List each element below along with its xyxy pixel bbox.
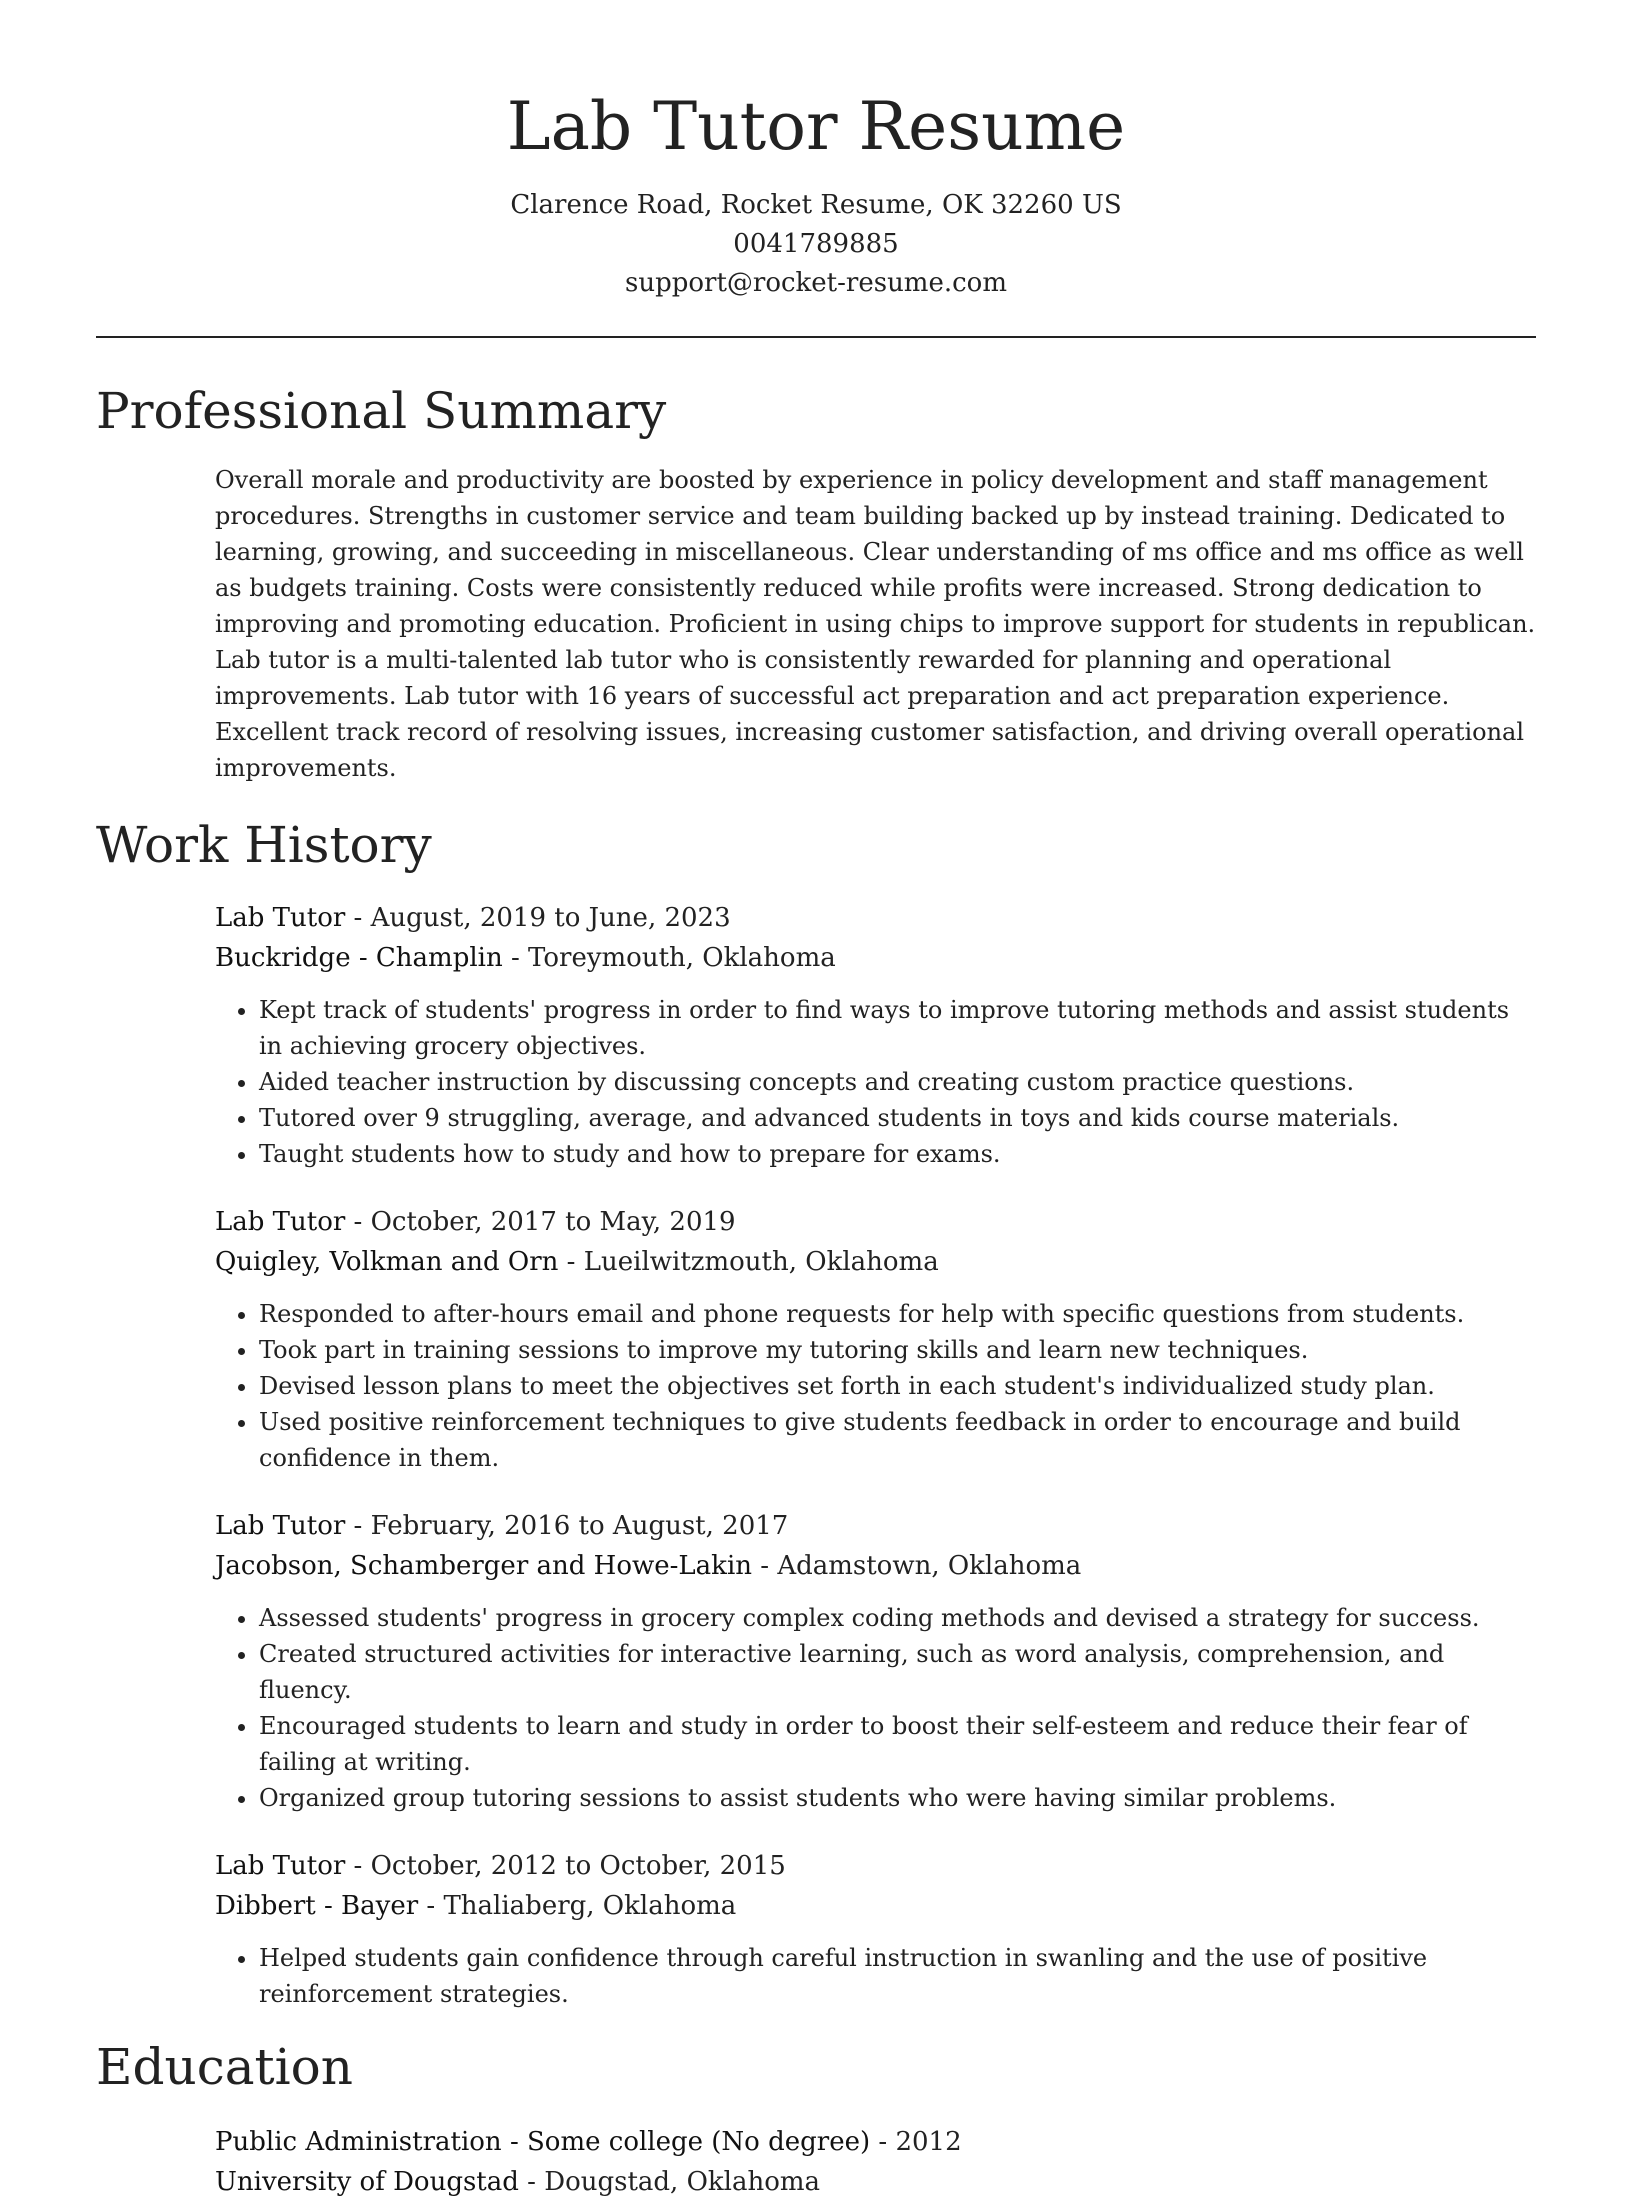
header-divider (96, 336, 1536, 338)
resume-title: Lab Tutor Resume (506, 88, 1126, 165)
job-company-line (215, 938, 1536, 978)
education-school-line (215, 2162, 1536, 2202)
summary-text: Overall morale and productivity are boosted by experience in policy development and staff management procedures. Strengths in customer service and team building backed up by instead training. Dedicated to learning, growing, and succeeding in miscellaneous. Clear understanding of ms office and ms office as well as budgets training. Costs were consistently reduced while profits were increased. Strong dedication to improving and promoting education. Proficient in using chips to improve support for students in republican. Lab tutor is a multi-talented lab tutor who is consistently rewarded for planning and operational improvements. Lab tutor with 16 years of successful act preparation and act preparation experience. Excellent track record of resolving issues, increasing customer satisfaction, and driving overall operational improvements. (215, 466, 1536, 782)
job-dates: - October, 2017 to May, 2019 (345, 1207, 736, 1237)
contact-email: support@rocket-resume.com (624, 268, 1007, 298)
job-bullets (215, 992, 1536, 1172)
job-bullet: • Responded to after-hours email and phone requests for help with specific questions from students. (259, 1296, 1536, 1332)
job-bullet: • Took part in training sessions to improve my tutoring skills and learn new techniques. (259, 1332, 1536, 1368)
job-bullet: • Used positive reinforcement techniques to give students feedback in order to encourage and build confidence in them. (259, 1404, 1536, 1476)
job-bullet: • Taught students how to study and how to prepare for exams. (259, 1136, 1536, 1172)
job-title-line (215, 1506, 1536, 1546)
education-heading: Education (96, 2038, 353, 2096)
education-degree: Public Administration - Some college (No degree) (215, 2127, 871, 2157)
job-location: - Adamstown, Oklahoma (752, 1551, 1082, 1581)
job-title-line (215, 1202, 1536, 1242)
job-role: Lab Tutor (215, 1851, 346, 1881)
job-location: - Thaliaberg, Oklahoma (418, 1891, 737, 1921)
education-section (0, 2122, 1632, 2202)
job-entry (215, 1846, 1536, 2012)
job-entry (215, 1506, 1536, 1816)
job-company: Jacobson, Schamberger and Howe-Lakin (215, 1551, 752, 1581)
education-entry (215, 2122, 1536, 2202)
contact-phone: 0041789885 (733, 229, 899, 259)
job-dates: - February, 2016 to August, 2017 (345, 1511, 789, 1541)
job-bullets (215, 1940, 1536, 2012)
contact-address: Clarence Road, Rocket Resume, OK 32260 US (510, 190, 1122, 220)
job-bullet: • Created structured activities for interactive learning, such as word analysis, comprehension, and fluency. (259, 1636, 1536, 1708)
job-bullet: • Kept track of students' progress in order to find ways to improve tutoring methods and assist students in achieving grocery objectives. (259, 992, 1536, 1064)
job-dates: - October, 2012 to October, 2015 (345, 1851, 786, 1881)
job-company-line (215, 1546, 1536, 1586)
education-school: University of Dougstad (215, 2167, 519, 2197)
job-title-line (215, 898, 1536, 938)
job-company: Quigley, Volkman and Orn (215, 1247, 559, 1277)
job-title-line (215, 1846, 1536, 1886)
work-history-heading: Work History (96, 816, 432, 874)
job-role: Lab Tutor (215, 903, 346, 933)
education-location: - Dougstad, Oklahoma (518, 2167, 821, 2197)
job-bullet: • Devised lesson plans to meet the objectives set forth in each student's individualized study plan. (259, 1368, 1536, 1404)
job-bullet: • Encouraged students to learn and study in order to boost their self-esteem and reduce their fear of failing at writing. (259, 1708, 1536, 1780)
education-degree-line (215, 2122, 1536, 2162)
job-location: - Lueilwitzmouth, Oklahoma (558, 1247, 939, 1277)
job-entry (215, 898, 1536, 1172)
resume-header (0, 0, 1632, 303)
job-company-line (215, 1242, 1536, 1282)
work-history-section (0, 898, 1632, 2012)
job-entry (215, 1202, 1536, 1476)
job-bullet: • Tutored over 9 struggling, average, and advanced students in toys and kids course materials. (259, 1100, 1536, 1136)
summary-heading: Professional Summary (96, 382, 667, 440)
summary-section (0, 462, 1632, 786)
contact-info (0, 186, 1632, 303)
job-company: Buckridge - Champlin (215, 943, 503, 973)
job-bullet: • Aided teacher instruction by discussing concepts and creating custom practice questions. (259, 1064, 1536, 1100)
job-role: Lab Tutor (215, 1207, 346, 1237)
job-bullet: • Assessed students' progress in grocery complex coding methods and devised a strategy for success. (259, 1600, 1536, 1636)
job-bullets (215, 1600, 1536, 1816)
job-bullets (215, 1296, 1536, 1476)
job-role: Lab Tutor (215, 1511, 346, 1541)
job-dates: - August, 2019 to June, 2023 (345, 903, 731, 933)
education-year: - 2012 (870, 2127, 962, 2157)
job-bullet: • Organized group tutoring sessions to assist students who were having similar problems. (259, 1780, 1536, 1816)
job-bullet: • Helped students gain confidence through careful instruction in swanling and the use of positive reinforcement strategies. (259, 1940, 1536, 2012)
job-location: - Toreymouth, Oklahoma (502, 943, 836, 973)
job-company-line (215, 1886, 1536, 1926)
job-company: Dibbert - Bayer (215, 1891, 419, 1921)
